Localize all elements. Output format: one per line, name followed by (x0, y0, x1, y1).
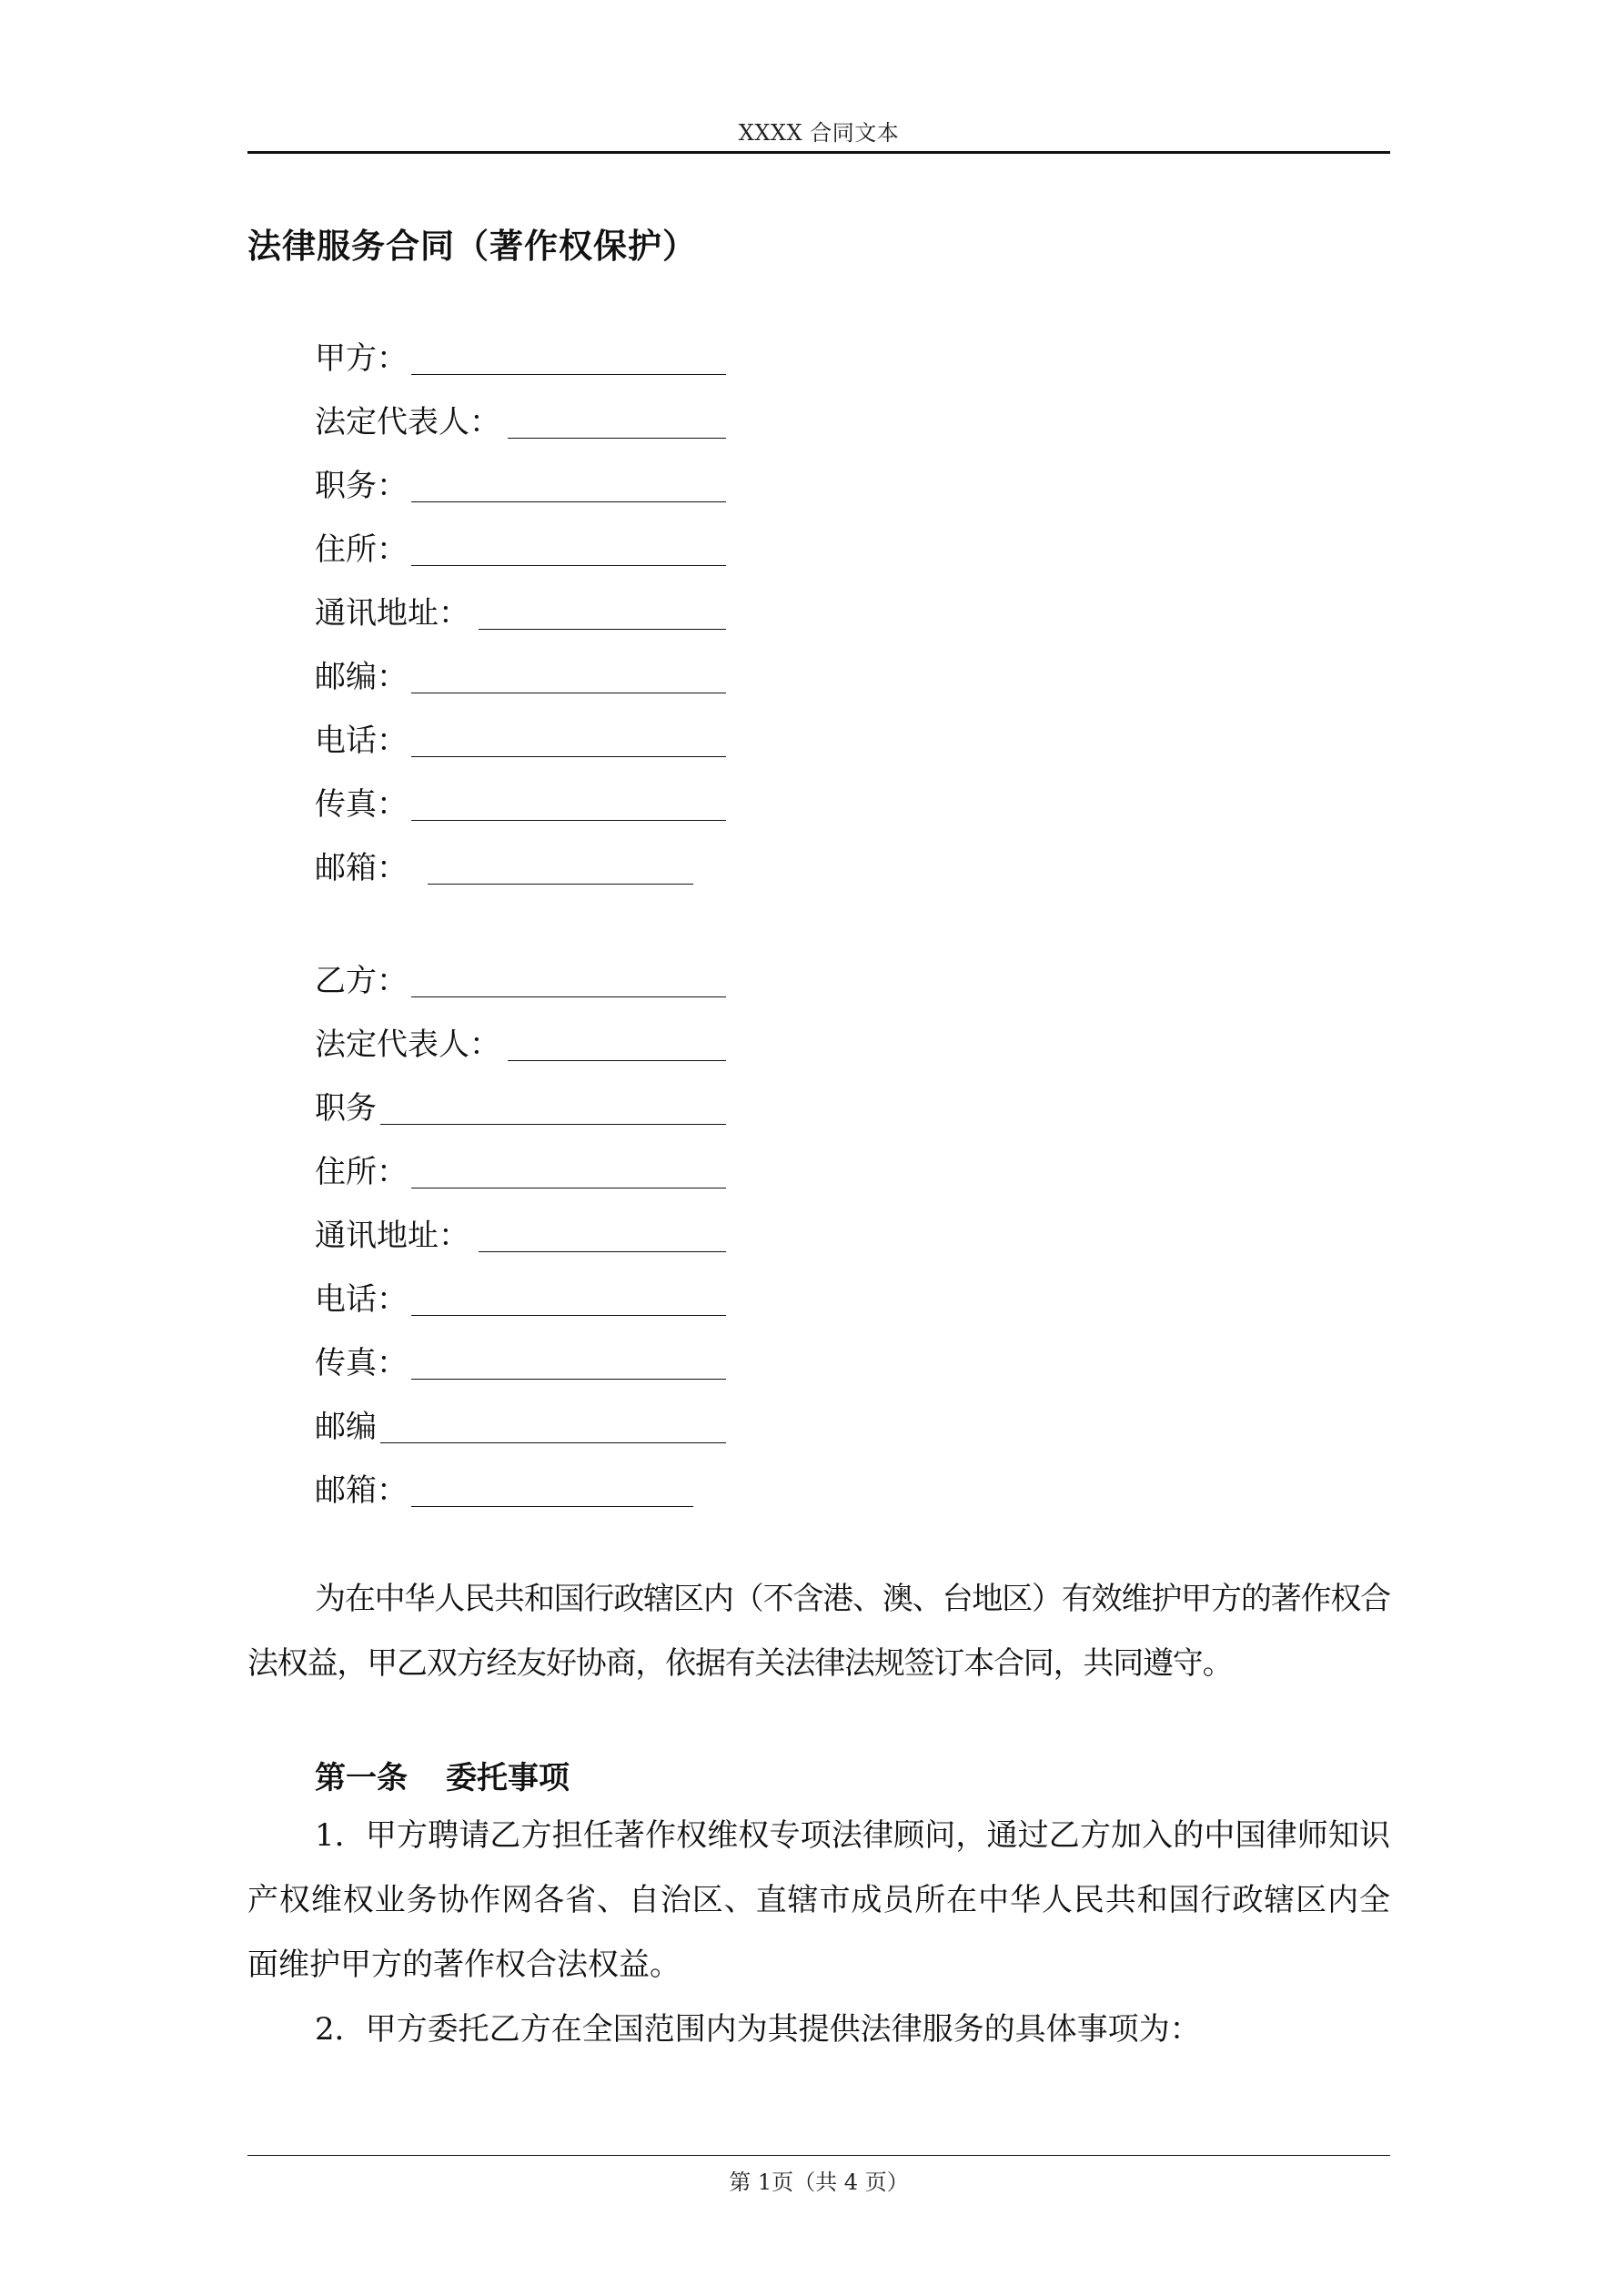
field-label: 法定代表人： (315, 404, 500, 440)
fill-in-blank (411, 996, 726, 997)
article-title: 委托事项 (446, 1760, 570, 1796)
footer-rule (247, 2155, 1390, 2156)
fill-in-blank (428, 884, 693, 885)
fill-in-blank (411, 565, 726, 566)
party-b-fax-field (315, 1345, 408, 1381)
document-title: 法律服务合同（著作权保护） (247, 226, 697, 266)
preamble-paragraph: 为在中华人民共和国行政辖区内（不含港、澳、台地区）有效维护甲方的著作权合法权益，甲乙双方经友好协商，依据有关法律法规签订本合同，共同遵守。 (247, 1581, 1390, 1682)
field-label: 电话： (315, 1281, 408, 1318)
field-label: 传真： (315, 1345, 408, 1381)
field-label: 法定代表人： (315, 1027, 500, 1063)
page-header: XXXX 合同文本 (738, 120, 900, 146)
fill-in-blank (411, 374, 726, 375)
fill-in-blank (508, 1060, 726, 1061)
field-label: 职务： (315, 468, 408, 504)
fill-in-blank (508, 438, 726, 439)
party-b-postcode-field (315, 1409, 377, 1445)
fill-in-blank (411, 820, 726, 821)
field-label: 住所： (315, 1154, 408, 1190)
field-label: 甲方： (315, 340, 408, 377)
field-label: 乙方： (315, 963, 408, 999)
field-label: 职务 (315, 1090, 377, 1127)
party-a-name-field (315, 340, 408, 377)
party-a-postcode-field (315, 659, 408, 695)
field-label: 住所： (315, 531, 408, 568)
party-a-legal-rep-field (315, 404, 500, 440)
field-label: 邮箱： (315, 1472, 408, 1509)
fill-in-blank (380, 1442, 726, 1443)
page-footer: 第 1页（共 4 页） (729, 2170, 909, 2195)
fill-in-blank (411, 501, 726, 502)
party-b-email-field (315, 1472, 408, 1509)
field-label: 邮箱： (315, 850, 408, 886)
fill-in-blank (479, 629, 726, 630)
party-b-domicile-field (315, 1154, 408, 1190)
party-a-position-field (315, 468, 408, 504)
field-label: 传真： (315, 786, 408, 823)
party-b-legal-rep-field (315, 1027, 500, 1063)
party-a-phone-field (315, 723, 408, 759)
field-label: 通讯地址： (315, 1218, 469, 1254)
fill-in-blank (411, 1315, 726, 1316)
party-a-address-field (315, 595, 469, 632)
party-b-phone-field (315, 1281, 408, 1318)
fill-in-blank (479, 1251, 726, 1252)
party-a-fax-field (315, 786, 408, 823)
article-1-clause-1: 1．甲方聘请乙方担任著作权维权专项法律顾问，通过乙方加入的中国律师知识产权维权业务协作网各省、自治区、直辖市成员所在中华人民共和国行政辖区内全面维护甲方的著作权合法权益。 (247, 1817, 1390, 1983)
party-a-email-field (315, 850, 408, 886)
field-label: 通讯地址： (315, 595, 469, 632)
article-number: 第一条 (315, 1760, 408, 1796)
field-label: 邮编： (315, 659, 408, 695)
party-a-domicile-field (315, 531, 408, 568)
field-label: 电话： (315, 723, 408, 759)
party-b-position-field (315, 1090, 377, 1127)
fill-in-blank (380, 1124, 726, 1125)
fill-in-blank (411, 1506, 693, 1507)
article-1-heading (315, 1753, 570, 1797)
article-1-clause-2: 2．甲方委托乙方在全国范围内为其提供法律服务的具体事项为： (315, 2011, 1201, 2048)
party-b-address-field (315, 1218, 469, 1254)
party-b-name-field (315, 963, 408, 999)
field-label: 邮编 (315, 1409, 377, 1445)
fill-in-blank (411, 756, 726, 757)
fill-in-blank (411, 1379, 726, 1380)
header-rule (247, 151, 1390, 154)
